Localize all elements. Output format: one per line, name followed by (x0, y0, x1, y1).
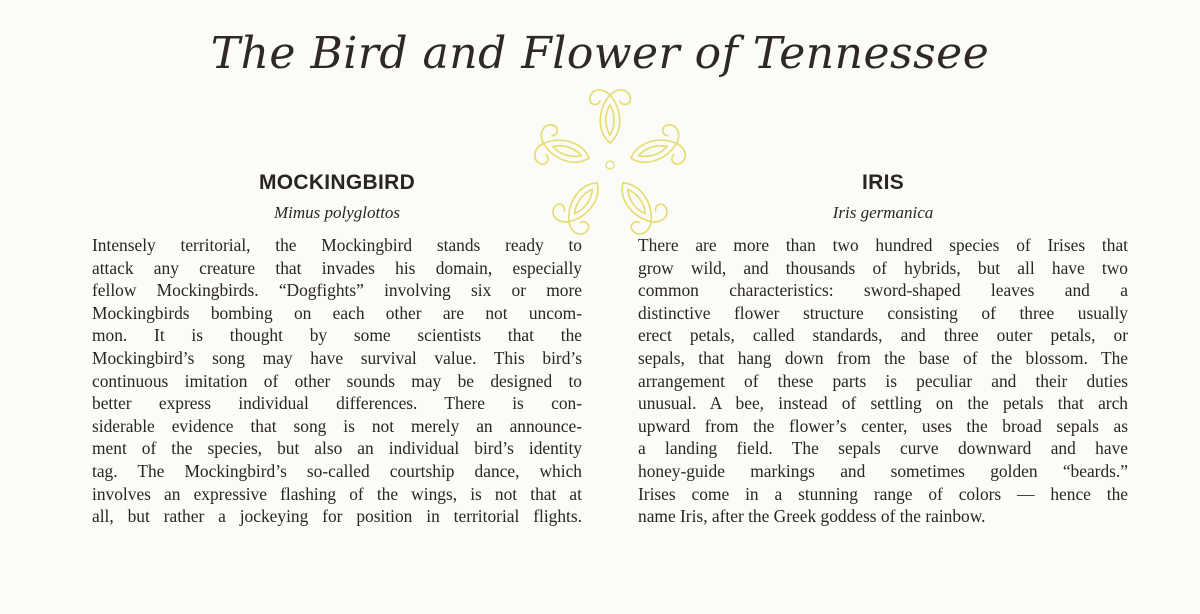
flower-heading: IRIS (861, 171, 905, 194)
flower-text-line: unusual. A bee, instead of settling on the petals that arch (638, 393, 1128, 414)
bird-text-line: involves an expressive flashing of the wings, is not that at (92, 483, 582, 504)
flower-latin-name: Iris germanica (832, 203, 934, 222)
bird-text-line: all, but rather a jockeying for position in territorial flights. (92, 506, 582, 527)
bird-text-line: fellow Mockingbirds. “Dogfights” involving six or more (92, 280, 582, 301)
flower-text-line: name Iris, after the Greek goddess of the rainbow. (638, 506, 986, 527)
flower-description (638, 234, 1128, 528)
bird-text-line: ment of the species, but also an individual bird’s identity (92, 438, 582, 459)
flower-text-line: honey-guide markings and sometimes golden “beards.” (638, 460, 1128, 481)
bird-text-line: tag. The Mockingbird’s so-called courtship dance, which (92, 460, 582, 481)
flower-text-line: common characteristics: sword-shaped leaves and a (638, 280, 1128, 301)
bird-heading: MOCKINGBIRD (258, 171, 416, 194)
bird-text-line: Intensely territorial, the Mockingbird stands ready to (92, 235, 582, 255)
flower-text-line: sepals, that hang down from the base of the blossom. The (638, 347, 1128, 368)
flower-text-line: erect petals, called standards, and three outer petals, or (638, 325, 1128, 346)
bird-latin-name: Mimus polyglottos (273, 203, 401, 222)
bird-text-line: better express individual differences. There is con- (92, 393, 582, 414)
bird-text-line: attack any creature that invades his domain, especially (92, 257, 582, 278)
bird-text-line: continuous imitation of other sounds may be designed to (92, 370, 582, 391)
flower-text-line: Irises come in a stunning range of colors — hence the (638, 483, 1128, 504)
bird-text-line: siderable evidence that song is not merely an announce- (92, 415, 582, 436)
bird-text-line: Mockingbird’s song may have survival value. This bird’s (92, 347, 582, 368)
flower-text-line: a landing field. The sepals curve downward and have (638, 438, 1128, 459)
flower-text-line: There are more than two hundred species of Irises that (638, 235, 1128, 255)
flower-text-line: grow wild, and thousands of hybrids, but all have two (638, 257, 1128, 278)
bird-description (92, 234, 582, 528)
flower-text-line: distinctive flower structure consisting of three usually (638, 302, 1128, 323)
page-title: The Bird and Flower of Tennessee (210, 28, 990, 79)
mockingbird-section (92, 168, 582, 528)
iris-section (638, 168, 1128, 528)
flower-text-line: arrangement of these parts is peculiar and their duties (638, 370, 1128, 391)
bird-text-line: Mockingbirds bombing on each other are not uncom- (92, 302, 582, 323)
flower-text-line: upward from the flower’s center, uses the broad sepals as (638, 415, 1128, 436)
bird-text-line: mon. It is thought by some scientists that the (92, 325, 582, 346)
